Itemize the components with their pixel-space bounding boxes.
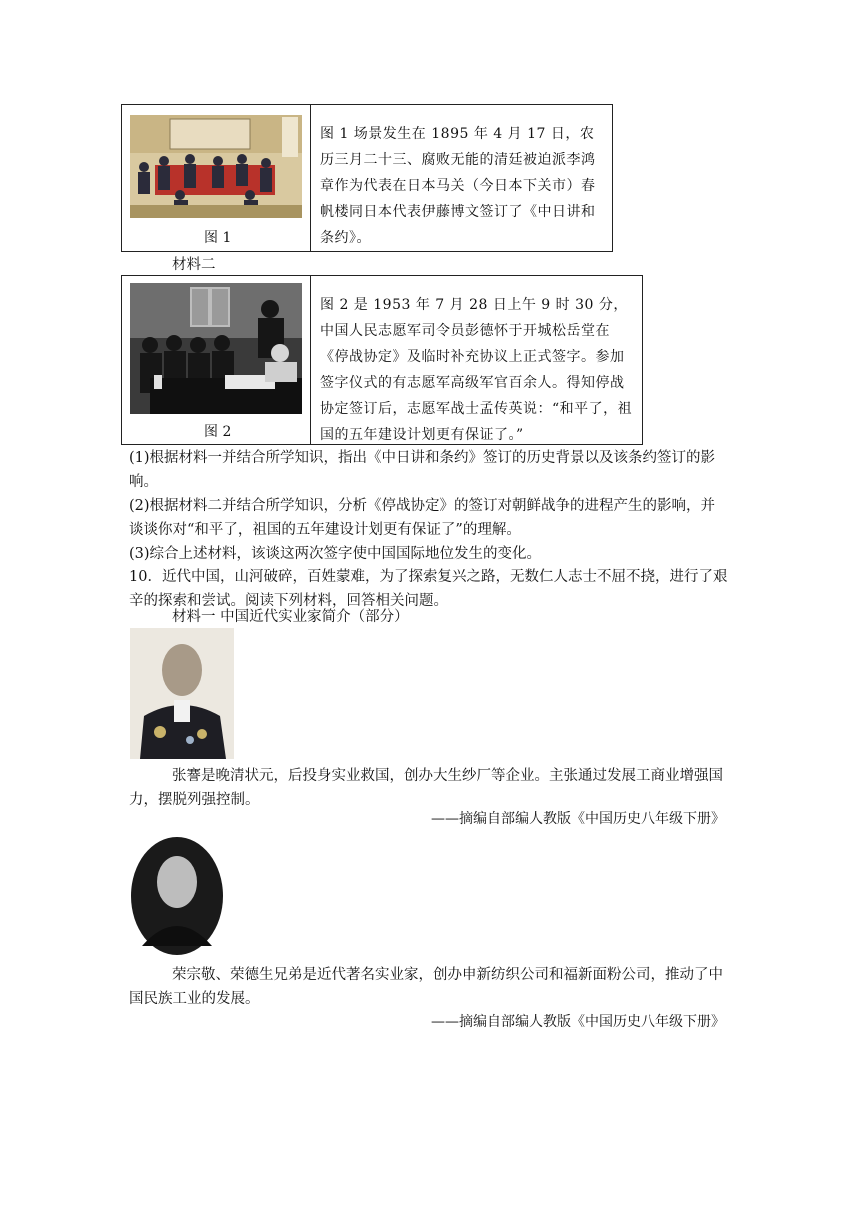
question-2: (2)根据材料二并结合所学知识，分析《停战协定》的签订对朝鲜战争的进程产生的影响，并谈谈你对“和平了，祖国的五年建设计划更有保证了”的理解。 [129,498,716,538]
question-3: (3)综合上述材料，该谈这两次签字使中国国际地位发生的变化。 [129,546,542,562]
treaty-signing-painting [130,115,302,218]
material1-title: 材料一 中国近代实业家简介（部分） [172,609,409,625]
zhang-jian-portrait [130,628,234,759]
armistice-signing-photo [130,283,302,414]
zhang-jian-intro: 张謇是晚清状元，后投身实业救国，创办大生纱厂等企业。主张通过发展工商业增强国力，摆脱列强控制。 [129,768,723,808]
figure2-caption: 图 2 [204,424,232,440]
source-citation-1: ——摘编自部编人教版《中国历史八年级下册》 [431,811,725,827]
material1-table [121,104,613,252]
material2-label: 材料二 [172,257,216,273]
question-10-intro: 10．近代中国，山河破碎，百姓蒙难，为了探索复兴之路，无数仁人志士不屈不挠，进行了艰辛的探索和尝试。阅读下列材料，回答相关问题。 [129,569,728,609]
figure1-description: 图 1 场景发生在 1895 年 4 月 17 日，农历三月二十三、腐败无能的清廷被迫派李鸿章作为代表在日本马关（今日本下关市）春帆楼同日本代表伊藤博文签订了《中日讲和条约》。 [320,126,596,246]
figure1-caption: 图 1 [204,230,232,246]
question-1: (1)根据材料一并结合所学知识，指出《中日讲和条约》签订的历史背景以及该条约签订的影响。 [129,450,716,490]
table2-divider [310,276,311,444]
figure2-description: 图 2 是 1953 年 7 月 28 日上午 9 时 30 分，中国人民志愿军司令员彭德怀于开城松岳堂在《停战协定》及临时补充协议上正式签字。参加签字仪式的有志愿军高级军官百余人。得知停战协定签订后，志愿军战士孟传英说：“和平了，祖国的五年建设计划更有保证了。” [320,297,633,443]
rong-portrait [130,836,224,956]
rong-brothers-intro: 荣宗敬、荣德生兄弟是近代著名实业家，创办申新纺织公司和福新面粉公司，推动了中国民族工业的发展。 [129,967,723,1007]
source-citation-2: ——摘编自部编人教版《中国历史八年级下册》 [431,1014,725,1030]
material2-table [121,275,643,445]
table1-divider [310,105,311,251]
